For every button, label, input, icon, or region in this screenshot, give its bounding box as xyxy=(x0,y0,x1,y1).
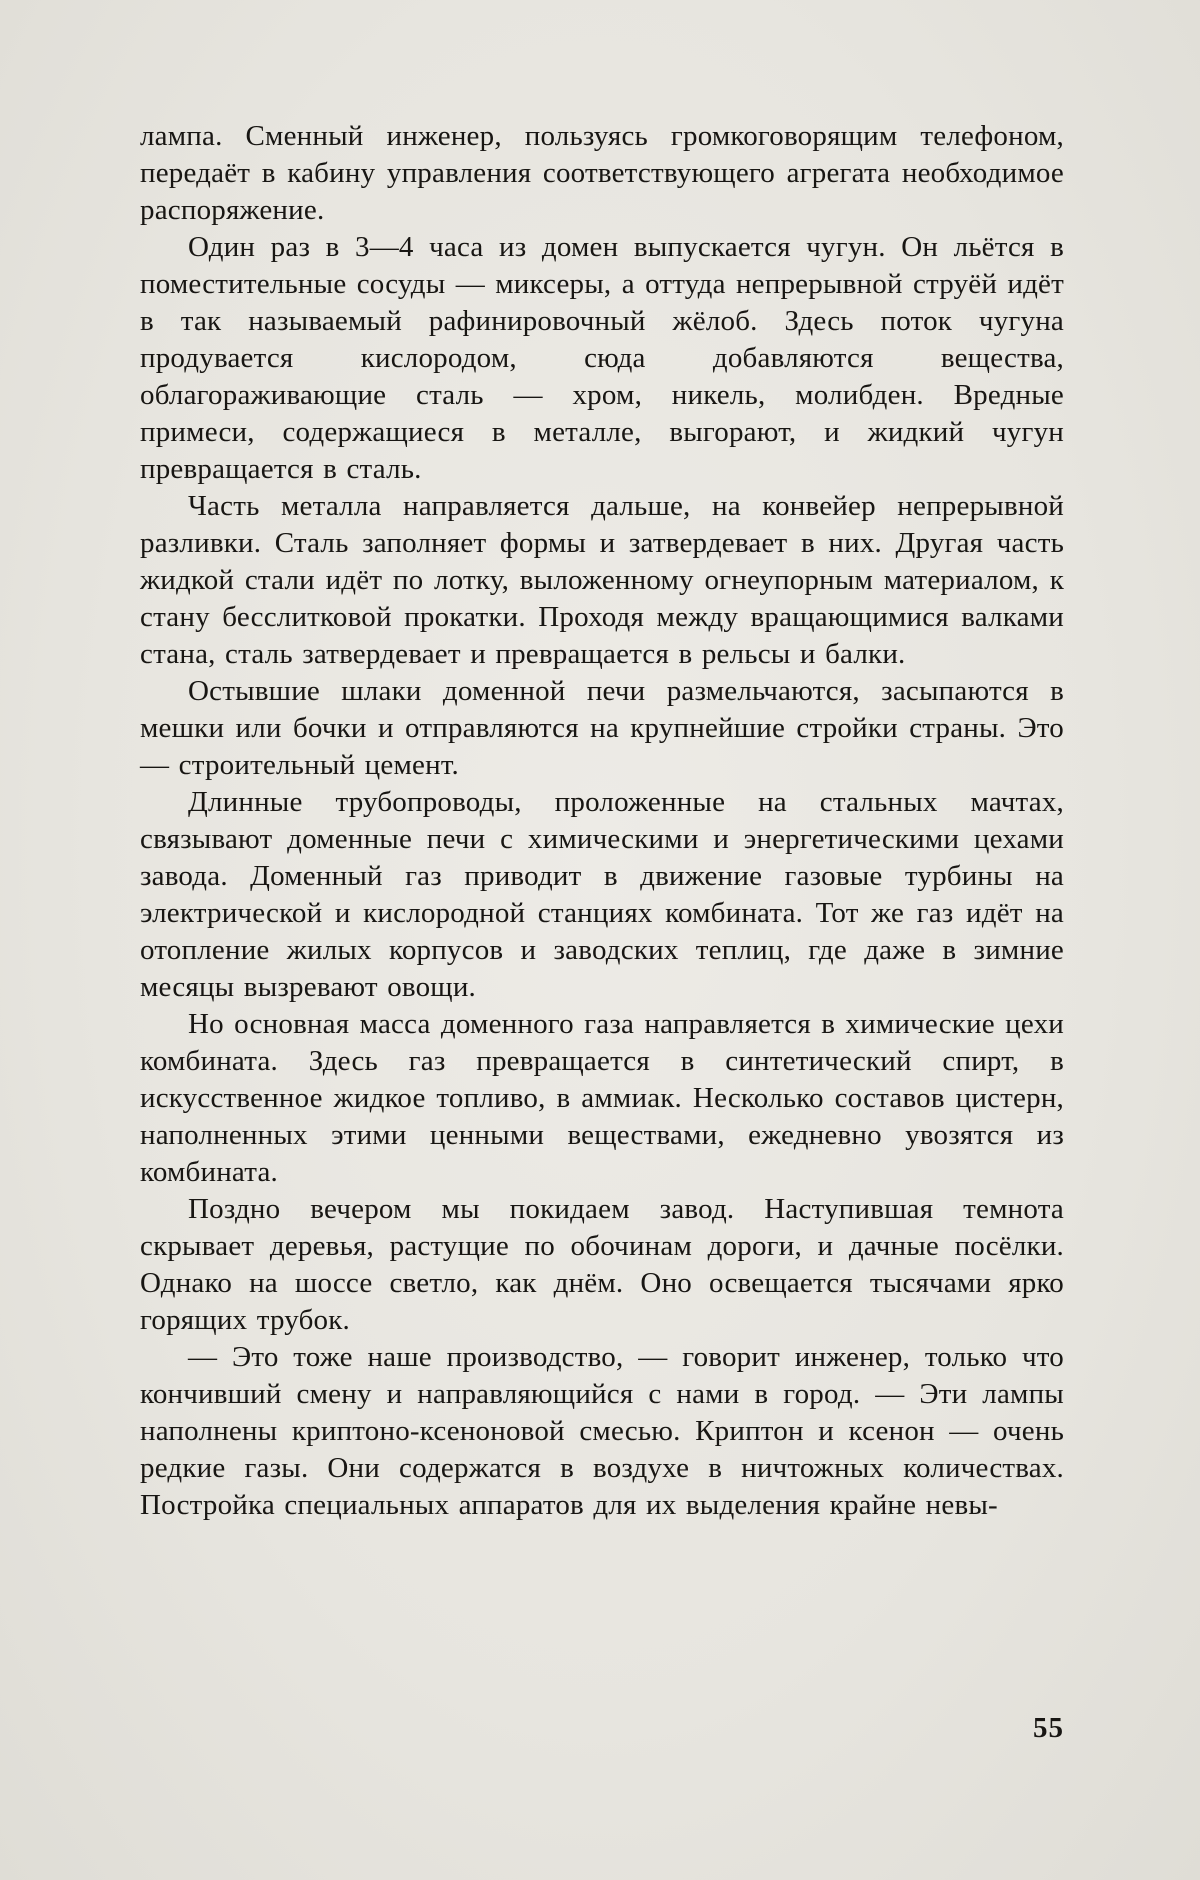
paragraph: лампа. Сменный инженер, пользуясь громкоговорящим телефоном, передаёт в кабину управления соответствующего агрегата необходимое распоряжение. xyxy=(140,120,1064,226)
paragraph: Длинные трубопроводы, проложенные на стальных мачтах, связывают доменные печи с химическими и энергетическими цехами завода. Доменный газ приводит в движение газовые турбины на электрической и кислородной станциях комбината. Тот же газ идёт на отопление жилых корпусов и заводских теплиц, где даже в зимние месяцы вызревают овощи. xyxy=(140,786,1064,1003)
paragraph: — Это тоже наше производство, — говорит инженер, только что кончивший смену и направляющийся с нами в город. — Эти лампы наполнены криптоно-ксеноновой смесью. Криптон и ксенон — очень редкие газы. Они содержатся в воздухе в ничтожных количествах. Постройка специальных аппаратов для их выделения крайне невы- xyxy=(140,1341,1064,1521)
paragraph: Один раз в 3—4 часа из домен выпускается чугун. Он льётся в поместительные сосуды — миксеры, а оттуда непрерывной струёй идёт в так называемый рафинировочный жёлоб. Здесь поток чугуна продувается кислородом, сюда добавляются вещества, облагораживающие сталь — хром, никель, молибден. Вредные примеси, содержащиеся в металле, выгорают, и жидкий чугун превращается в сталь. xyxy=(140,231,1064,485)
paragraph: Но основная масса доменного газа направляется в химические цехи комбината. Здесь газ превращается в синтетический спирт, в искусственное жидкое топливо, в аммиак. Несколько составов цистерн, наполненных этими ценными веществами, ежедневно увозятся из комбината. xyxy=(140,1008,1064,1188)
paragraph: Остывшие шлаки доменной печи размельчаются, засыпаются в мешки или бочки и отправляются на крупнейшие стройки страны. Это — строительный цемент. xyxy=(140,675,1064,781)
paragraph: Часть металла направляется дальше, на конвейер непрерывной разливки. Сталь заполняет формы и затвердевает в них. Другая часть жидкой стали идёт по лотку, выложенному огнеупорным материалом, к стану бесслитковой прокатки. Проходя между вращающимися валками стана, сталь затвердевает и превращается в рельсы и балки. xyxy=(140,490,1064,670)
paragraph: Поздно вечером мы покидаем завод. Наступившая темнота скрывает деревья, растущие по обочинам дороги, и дачные посёлки. Однако на шоссе светло, как днём. Оно освещается тысячами ярко горящих трубок. xyxy=(140,1193,1064,1336)
text-block xyxy=(140,118,1064,1524)
page-number: 55 xyxy=(1033,1712,1064,1744)
